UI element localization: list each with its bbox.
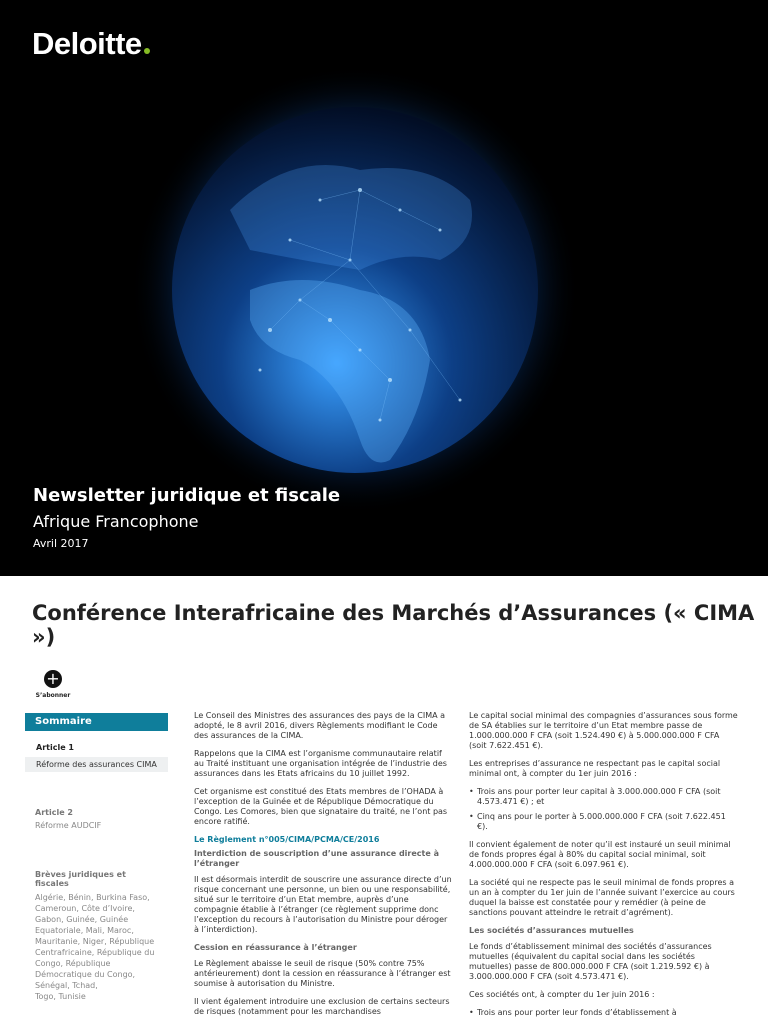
- paragraph: Le fonds d’établissement minimal des sociétés d’assurances mutuelles (équivalent du capital social dans les sociétés mutuelles) passe de 800.000.000 F CFA (soit 1.219.592 €) à 3.000.000.000 F CFA (soit 4.573.471 €).: [469, 942, 712, 981]
- article-1-link[interactable]: Réforme des assurances CIMA: [25, 757, 168, 772]
- list-item: • Cinq ans pour le porter à 5.000.000.000 F CFA (soit 7.622.451 €).: [469, 812, 739, 832]
- logo-dot-icon: [144, 48, 150, 54]
- summary-header: Sommaire: [25, 713, 168, 731]
- article-column-middle: [194, 711, 452, 1024]
- paragraph: Le Règlement abaisse le seuil de risque (50% contre 75% antérieurement) dont la cession en réassurance à l’étranger est soumise à autorisation du Ministre.: [194, 959, 451, 988]
- paragraph: Il est désormais interdit de souscrire une assurance directe d’un risque concernant une personne, un bien ou une responsabilité, situé sur le territoire d’un Etat membre, auprès d’une compagnie établie à l’étranger (ce règlement supprime donc l’exception du recours à l’autorisation du Ministre pour déroger à l’interdiction).: [194, 875, 452, 934]
- subsection-heading: Cession en réassurance à l’étranger: [194, 943, 357, 952]
- paragraph: Les entreprises d’assurance ne respectant pas le capital social minimal ont, à compter du 1er juin 2016 :: [469, 759, 721, 778]
- paragraph: Il convient également de noter qu’il est instauré un seuil minimal de fonds propres égal à 80% du capital social minimal, soit 4.000.000.000 F CFA (soit 6.097.961 €).: [469, 840, 731, 869]
- newsletter-title: Newsletter juridique et fiscale: [33, 485, 341, 506]
- bullet-list: [469, 787, 739, 832]
- article-2-title: Article 2: [35, 808, 73, 817]
- plus-circle-icon: +: [44, 670, 62, 688]
- paragraph: Le capital social minimal des compagnies d’assurances sous forme de SA établies sur le territoire d’un Etat membre passe de 1.000.000.000 F CFA (soit 1.524.490 €) à 5.000.000.000 F CFA (soit 7.622.451 €).: [469, 711, 738, 750]
- paragraph: Ces sociétés ont, à compter du 1er juin 2016 :: [469, 990, 655, 999]
- sidebar-item-breves[interactable]: [25, 870, 168, 1002]
- paragraph: Rappelons que la CIMA est l’organisme communautaire relatif au Traité instituant une organisation intégrée de l’industrie des assurances dans les Etats africains du 10 juillet 1992.: [194, 749, 447, 778]
- newsletter-date: Avril 2017: [33, 537, 89, 550]
- breves-countries[interactable]: Algérie, Bénin, Burkina Faso, Cameroun, Côte d’Ivoire, Gabon, Guinée, Guinée Equatoriale, Mali, Maroc, Mauritanie, Niger, République Centrafricaine, République du Congo, République Démocratique du Congo, Sénégal, Tchad, Togo, Tunisie: [35, 893, 155, 1001]
- section-heading: Le Règlement n°005/CIMA/PCMA/CE/2016: [194, 835, 380, 844]
- paragraph: Le Conseil des Ministres des assurances des pays de la CIMA a adopté, le 8 avril 2016, divers Règlements modifiant le Code des assurances de la CIMA.: [194, 711, 446, 740]
- page-title: Conférence Interafricaine des Marchés d’Assurances (« CIMA »): [32, 601, 755, 649]
- article-column-right: [469, 711, 739, 1024]
- paragraph: Il vient également introduire une exclusion de certains secteurs de risques (notamment pour les marchandises: [194, 997, 450, 1016]
- subscribe-button[interactable]: [33, 670, 73, 699]
- subsection-heading: Les sociétés d’assurances mutuelles: [469, 926, 634, 935]
- bullet-list: [469, 1008, 739, 1018]
- subsection-heading: Interdiction de souscription d’une assurance directe à l’étranger: [194, 849, 439, 868]
- paragraph: La société qui ne respecte pas le seuil minimal de fonds propres a un an à compter du 1er juin de l’année suivant l’exercice au cours duquel la baisse est constatée pour y remédier (à peine de sanctions pouvant atteindre le retrait d’agrément).: [469, 878, 735, 917]
- article-2-link[interactable]: Réforme AUDCIF: [35, 821, 102, 830]
- list-item: • Trois ans pour porter leur capital à 3.000.000.000 F CFA (soit 4.573.471 €) ; et: [469, 787, 739, 807]
- paragraph: Cet organisme est constitué des Etats membres de l’OHADA à l’exception de la Guinée et de République Démocratique du Congo. Les Comores, bien que signataire du traité, ne l’ont pas encore ratifié.: [194, 787, 448, 826]
- list-item: • Trois ans pour porter leur fonds d’établissement à: [469, 1008, 739, 1018]
- article-1-title: Article 1: [36, 743, 74, 752]
- sidebar-item-article-1[interactable]: [25, 743, 168, 772]
- newsletter-subtitle: Afrique Francophone: [33, 512, 199, 531]
- subscribe-label: S’abonner: [35, 692, 71, 699]
- sidebar-item-article-2[interactable]: [25, 808, 168, 830]
- sidebar-summary: [25, 713, 168, 1002]
- breves-title: Brèves juridiques et fiscales: [35, 870, 126, 888]
- deloitte-logo: Deloitte: [32, 26, 150, 62]
